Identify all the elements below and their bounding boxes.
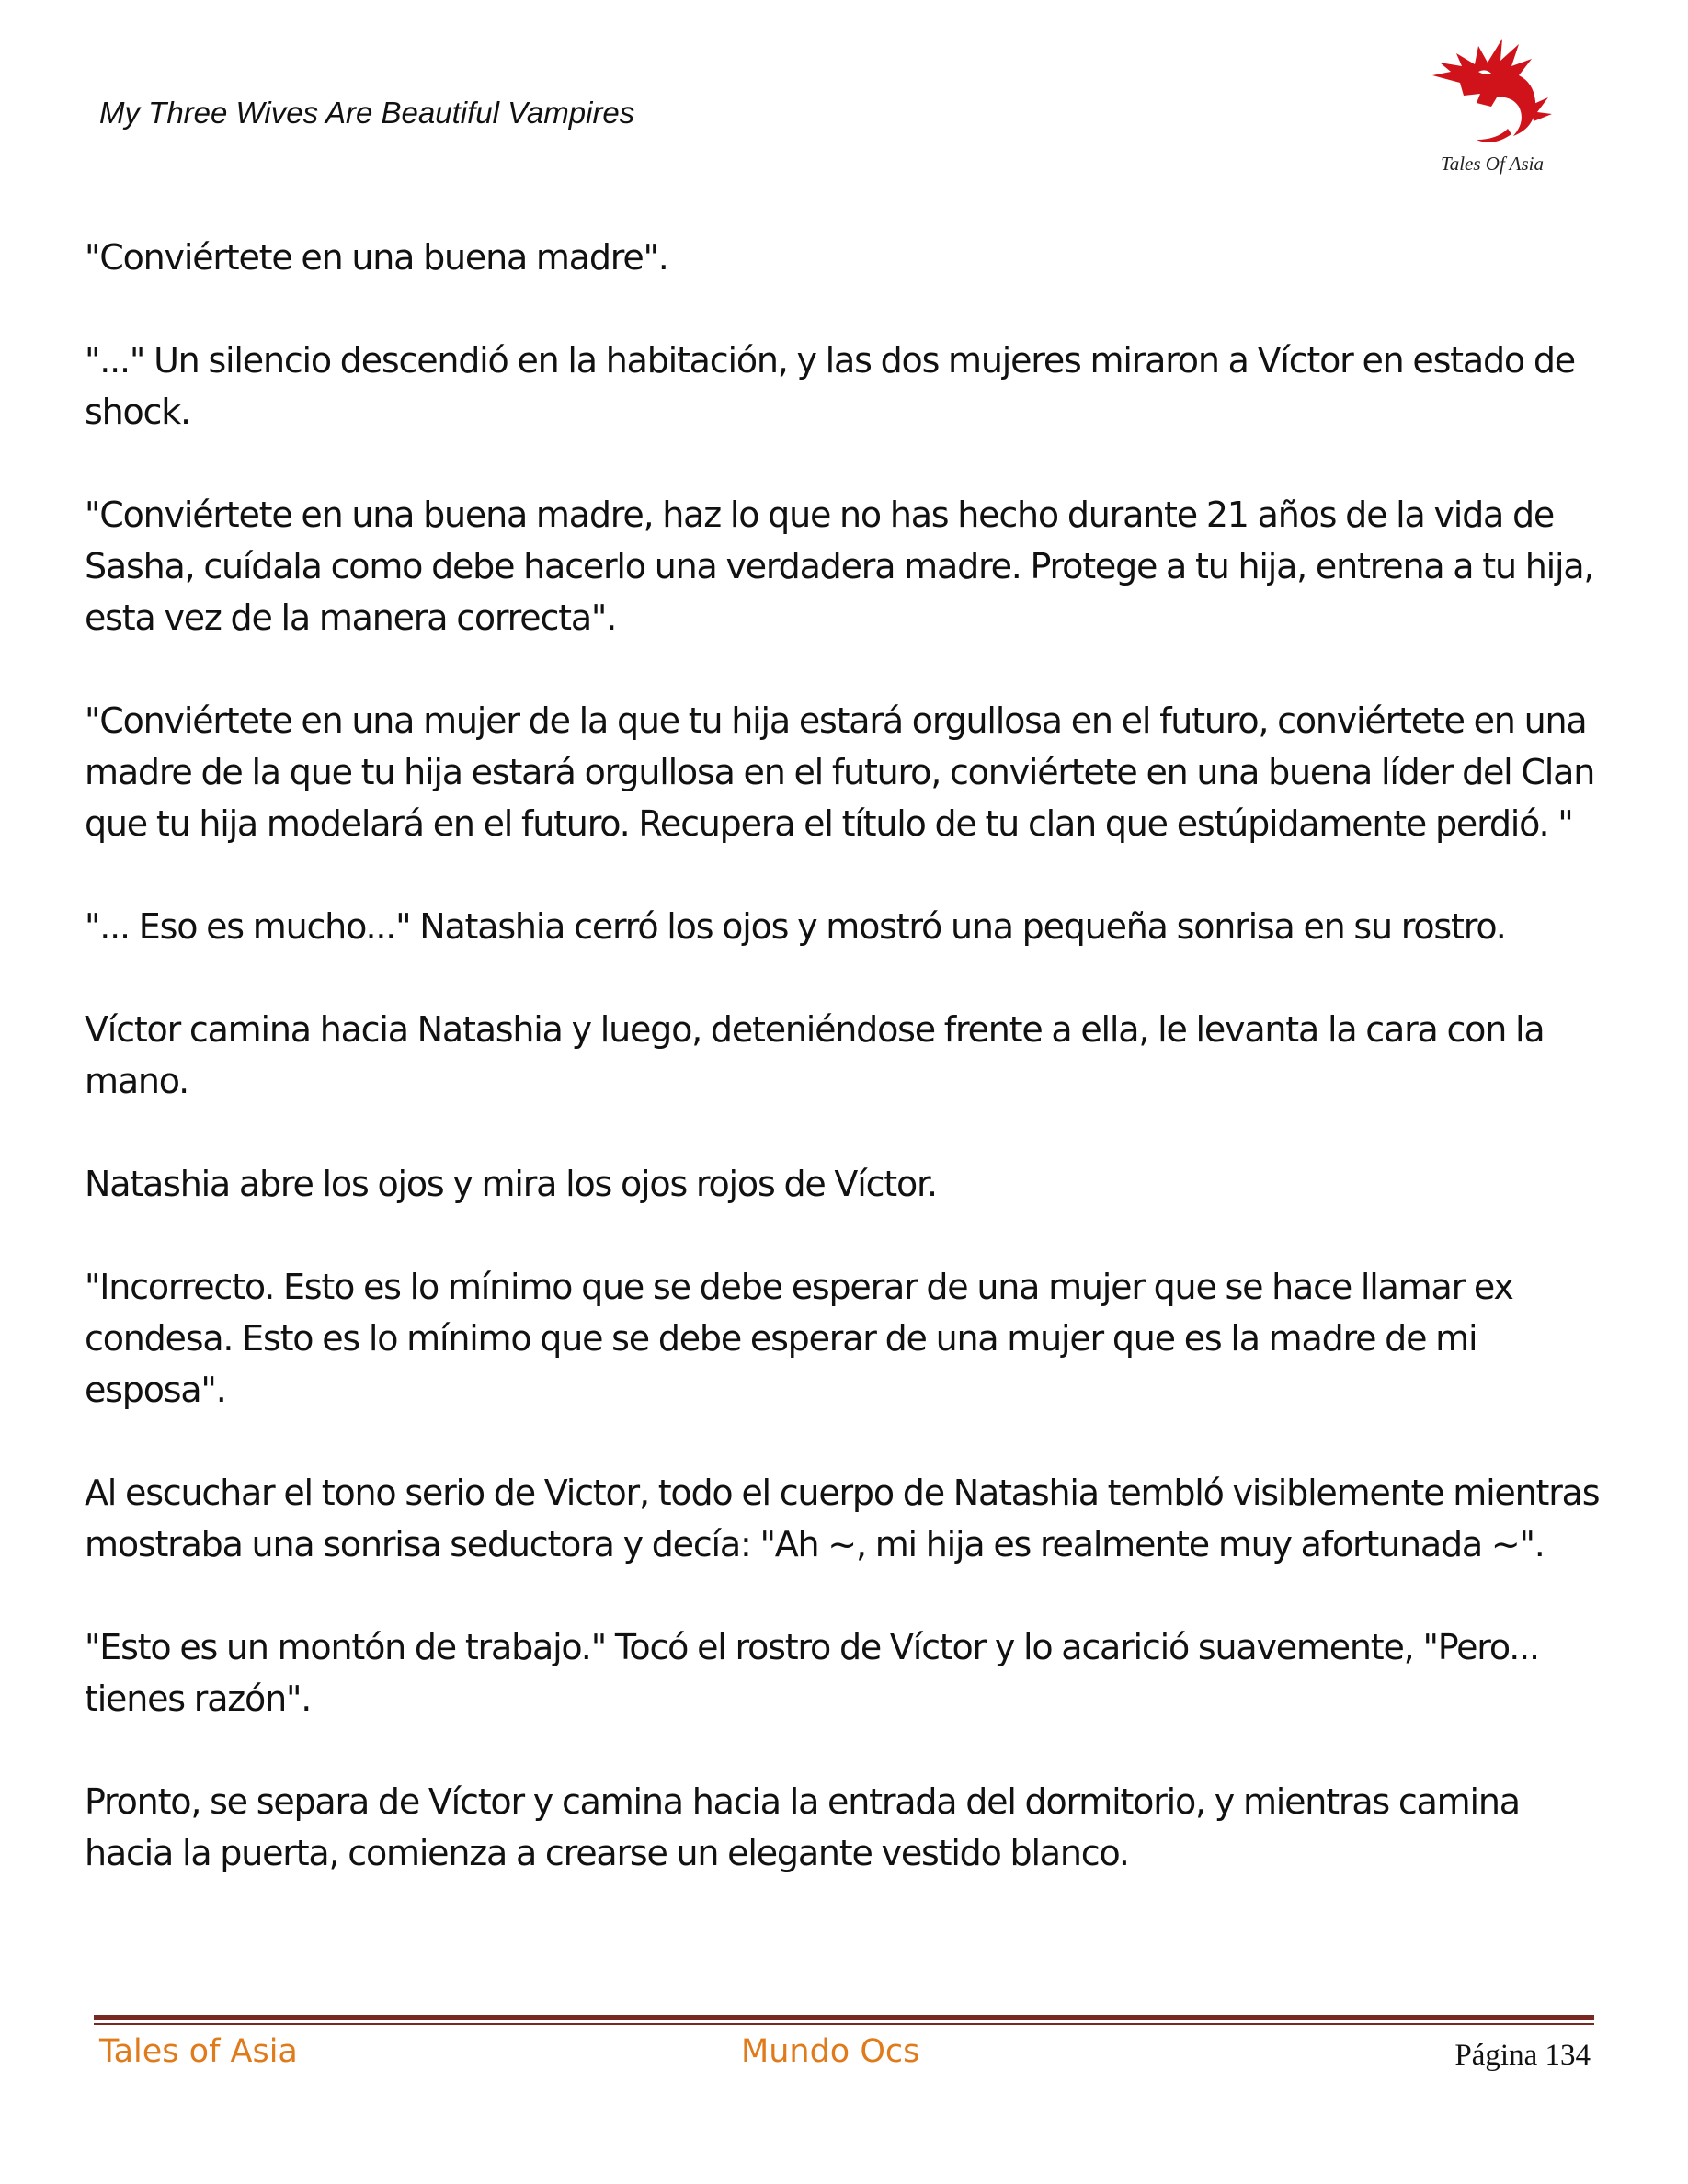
paragraph: Pronto, se separa de Víctor y camina hacia la entrada del dormitorio, y mientras camina hacia la puerta, comienza a crearse un elegante vestido blanco. — [85, 1781, 1520, 1873]
paragraph: Víctor camina hacia Natashia y luego, deteniéndose frente a ella, le levanta la cara con la mano. — [85, 1009, 1545, 1101]
footer-publisher: Tales of Asia — [99, 2033, 298, 2070]
logo-caption: Tales Of Asia — [1440, 153, 1545, 175]
red-dragon-icon — [1423, 18, 1561, 156]
paragraph: "Conviértete en una buena madre, haz lo que no has hecho durante 21 años de la vida de Sasha, cuídala como debe hacerlo una verdadera madre. Protege a tu hija, entrena a tu hija, esta vez de la manera correcta". — [85, 495, 1594, 638]
publisher-logo — [1423, 18, 1561, 184]
footer-divider — [94, 2015, 1594, 2020]
paragraph: "Conviértete en una mujer de la que tu hija estará orgullosa en el futuro, conviértete en una madre de la que tu hija estará orgullosa en el futuro, conviértete en una buena líder del Clan que tu hija modelará en el futuro. Recupera el título de tu clan que estúpidamente perdió. " — [85, 700, 1595, 844]
paragraph: "... Eso es mucho..." Natashia cerró los ojos y mostró una pequeña sonrisa en su rostro. — [85, 906, 1506, 947]
paragraph: "..." Un silencio descendió en la habitación, y las dos mujeres miraron a Víctor en estado de shock. — [85, 340, 1575, 432]
book-title: My Three Wives Are Beautiful Vampires — [99, 96, 635, 130]
footer-section: Mundo Ocs — [741, 2033, 920, 2070]
chapter-body — [85, 232, 1611, 1930]
paragraph: "Incorrecto. Esto es lo mínimo que se debe esperar de una mujer que se hace llamar ex condesa. Esto es lo mínimo que se debe esperar de una mujer que es la madre de mi esposa". — [85, 1267, 1513, 1410]
page-number: Página 134 — [1454, 2039, 1591, 2072]
paragraph: Al escuchar el tono serio de Victor, todo el cuerpo de Natashia tembló visiblemente mientras mostraba una sonrisa seductora y decía: "Ah ~, mi hija es realmente muy afortunada ~". — [85, 1473, 1600, 1564]
paragraph: "Conviértete en una buena madre". — [85, 237, 668, 278]
footer-divider-thin — [94, 2023, 1594, 2025]
paragraph: "Esto es un montón de trabajo." Tocó el rostro de Víctor y lo acarició suavemente, "Pero... tienes razón". — [85, 1627, 1539, 1719]
paragraph: Natashia abre los ojos y mira los ojos rojos de Víctor. — [85, 1164, 937, 1204]
